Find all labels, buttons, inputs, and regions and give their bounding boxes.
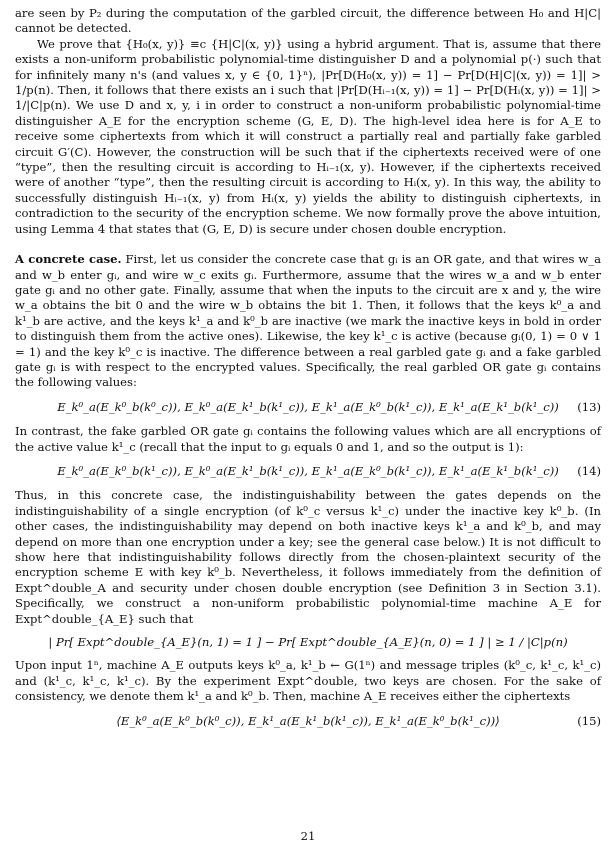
- paragraph-concrete-case-body: First, let us consider the concrete case that gᵢ is an OR gate, and that wires w_a and w_b enter gᵢ, and wire w_c exits gᵢ. Furthermore, assume that the wires w_a and w_b enter gate gᵢ and no other gate. Finally, assume that when the inputs to the circuit are x and y, the wire w_a obtains the bit 0 and the wire w_b obtains the bit 1. Then, it follows that the keys k⁰_a and k¹_b are active, and the keys k¹_a and k⁰_b are inactive (we mark the inactive keys in bold in order to distinguish them from the active ones). Likewise, the key k¹_c is active (because gᵢ(0, 1) = 0 ∨ 1 = 1) and the key k⁰_c is inactive. The difference between a real garbled gate gᵢ and a fake garbled gate gᵢ is with respect to the encrypted values. Specifically, the real garbled OR gate gᵢ contains the following values:: [15, 252, 602, 390]
- page-number: 21: [300, 828, 316, 843]
- equation-14-number: (14): [577, 463, 601, 478]
- equation-advantage: [15, 635, 601, 650]
- equation-13-body: E_k⁰_a(E_k⁰_b(k⁰_c)), E_k⁰_a(E_k¹_b(k¹_c)), E_k¹_a(E_k⁰_b(k¹_c)), E_k¹_a(E_k¹_b(k¹_c)): [57, 399, 559, 414]
- equation-14-body: E_k⁰_a(E_k⁰_b(k¹_c)), E_k⁰_a(E_k¹_b(k¹_c)), E_k¹_a(E_k⁰_b(k¹_c)), E_k¹_a(E_k¹_b(k¹_c)): [57, 463, 559, 478]
- equation-15-number: (15): [577, 713, 601, 728]
- equation-15-body: ⟨E_k⁰_a(E_k⁰_b(k⁰_c)), E_k¹_a(E_k¹_b(k¹_c)), E_k¹_a(E_k⁰_b(k¹_c))⟩: [116, 713, 500, 728]
- paragraph-fake-gate: In contrast, the fake garbled OR gate gᵢ contains the following values which are all encryptions of the active value k¹_c (recall that the input to gᵢ equals 0 and 1, and so the output is 1):: [15, 424, 601, 454]
- paragraph-machine-AE: Upon input 1ⁿ, machine A_E outputs keys k⁰_a, k¹_b ← G(1ⁿ) and message triples (k⁰_c, k¹_c, k¹_c) and (k¹_c, k¹_c, k¹_c). By the experiment Expt^double, two keys are chosen. For the sake of consistency, we denote them k¹_a and k⁰_b. Then, machine A_E receives either the ciphertexts: [15, 658, 601, 704]
- paragraph-hybrid-argument: We prove that {H₀(x, y)} ≡c {H|C|(x, y)} using a hybrid argument. That is, assume that there exists a non-uniform probabilistic polynomial-time distinguisher D and a polynomial p(·) such that for infinitely many n's (and values x, y ∈ {0, 1}ⁿ), |Pr[D(H₀(x, y)) = 1] − Pr[D(H|C|(x, y)) = 1]| > 1/p(n). Then, it follows that there exists an i such that |Pr[D(Hᵢ₋₁(x, y)) = 1] − Pr[D(Hᵢ(x, y)) = 1]| > 1/|C|p(n). We use D and x, y, i in order to construct a non-uniform probabilistic polynomial-time distinguisher A_E for the encryption scheme (G, E, D). The high-level idea here is for A_E to receive some ciphertexts from which it will construct a partially real and partially fake garbled circuit G′(C). However, the construction will be such that if the ciphertexts received were of one “type”, then the resulting circuit is according to Hᵢ₋₁(x, y). However, if the ciphertexts received were of another “type”, then the resulting circuit is according to Hᵢ(x, y). In this way, the ability to successfully distinguish Hᵢ₋₁(x, y) from Hᵢ(x, y) yields the ability to distinguish ciphertexts, in contradiction to the security of the encryption scheme. We now formally prove the above intuition, using Lemma 4 that states that (G, E, D) is secure under chosen double encryption.: [15, 36, 601, 236]
- paragraph-concrete-case: [15, 252, 601, 391]
- equation-13-number: (13): [577, 399, 601, 414]
- paragraph-continuation: are seen by P₂ during the computation of the garbled circuit, the difference between H₀ and H|C| cannot be detected.: [15, 6, 601, 36]
- paragraph-indistinguishability: Thus, in this concrete case, the indistinguishability between the gates depends on the indistinguishability of a single encryption (of k⁰_c versus k¹_c) under the inactive key k⁰_b. (In other cases, the indistinguishability may depend on both inactive keys k¹_a and k⁰_b, and may depend on more than one encryption under a key; see the general case below.) It is not difficult to show here that indistinguishability follows directly from the chosen-plaintext security of the encryption scheme E with key k⁰_b. Nevertheless, it follows immediately from the definition of Expt^double_A and security under chosen double encryption (see Definition 3 in Section 3.1). Specifically, we construct a non-uniform probabilistic polynomial-time machine A_E for Expt^double_{A_E} such that: [15, 488, 601, 626]
- equation-advantage-body: | Pr[ Expt^double_{A_E}(n, 1) = 1 ] − Pr[ Expt^double_{A_E}(n, 0) = 1 ] | ≥ 1 / |C|p(n): [48, 635, 568, 650]
- equation-13: [15, 400, 601, 415]
- run-in-heading: A concrete case.: [15, 252, 122, 267]
- equation-15: [15, 714, 601, 729]
- equation-14: [15, 464, 601, 479]
